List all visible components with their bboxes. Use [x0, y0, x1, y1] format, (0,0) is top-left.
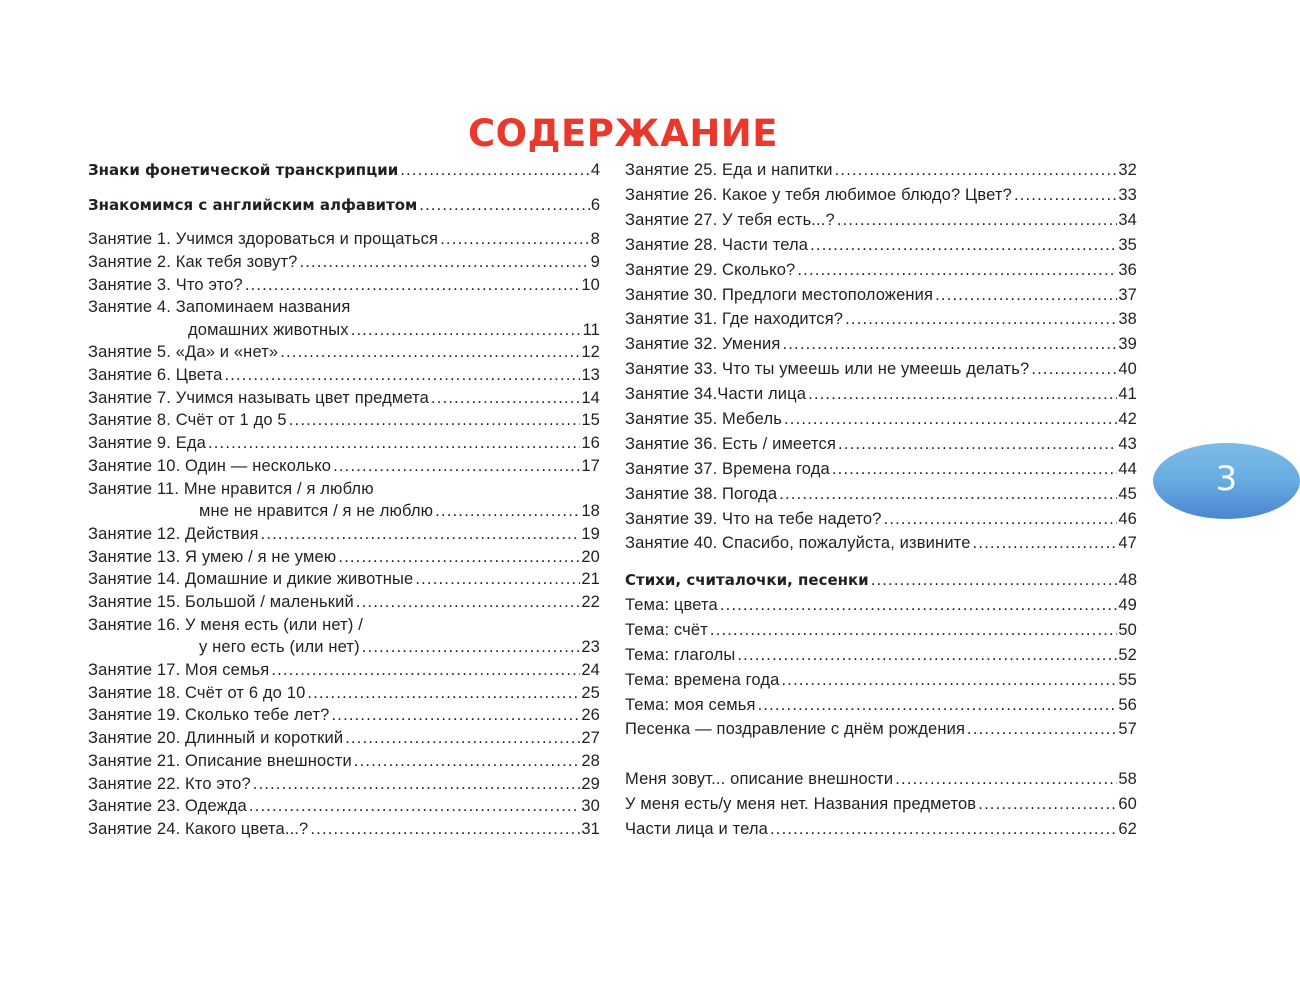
toc-entry[interactable] [625, 160, 1137, 180]
toc-entry-page: 33 [1118, 186, 1137, 204]
dot-leader [808, 384, 1117, 404]
toc-entry-page: 43 [1118, 435, 1137, 453]
toc-entry[interactable] [625, 359, 1137, 379]
toc-entry[interactable] [88, 433, 600, 453]
toc-entry-title: Песенка — поздравление с днём рождения [625, 720, 966, 738]
toc-entry-title: Знакомимся с английским алфавитом [88, 196, 418, 214]
toc-entry-page: 16 [581, 434, 600, 452]
toc-entry-page: 37 [1118, 286, 1137, 304]
toc-entry-page: 4 [590, 161, 600, 179]
toc-entry[interactable] [625, 484, 1137, 504]
toc-entry[interactable] [625, 384, 1137, 404]
toc-entry-title: Тема: моя семья [625, 696, 756, 714]
toc-entry-title: Занятие 34.Части лица [625, 385, 807, 403]
page-number: 3 [1215, 459, 1238, 499]
toc-entry-page: 10 [581, 276, 600, 294]
dot-leader [271, 660, 580, 680]
dot-leader [356, 592, 581, 612]
toc-entry-page: 21 [581, 570, 600, 588]
toc-entry[interactable] [625, 645, 1137, 665]
toc-entry-page: 11 [582, 321, 600, 339]
toc-entry[interactable] [88, 705, 600, 725]
toc-entry-page: 23 [581, 638, 600, 656]
toc-entry-title: Занятие 22. Кто это? [88, 775, 251, 793]
toc-entry-page: 55 [1118, 671, 1137, 689]
toc-entry[interactable] [88, 342, 600, 362]
toc-entry-title: Занятие 30. Предлоги местоположения [625, 286, 934, 304]
toc-entry-page: 32 [1118, 161, 1137, 179]
toc-entry-page: 46 [1118, 510, 1137, 528]
toc-entry[interactable] [625, 570, 1137, 590]
toc-entry[interactable] [199, 501, 600, 521]
dot-leader [400, 160, 590, 180]
toc-entry[interactable] [88, 388, 600, 408]
toc-entry-page: 38 [1118, 310, 1137, 328]
toc-entry[interactable] [88, 547, 600, 567]
toc-entry[interactable] [88, 615, 600, 635]
toc-entry-title: Занятие 16. У меня есть (или нет) / [88, 616, 363, 634]
dot-leader [845, 309, 1117, 329]
dot-leader [333, 456, 580, 476]
toc-entry[interactable] [88, 195, 600, 215]
toc-entry-title: Занятие 1. Учимся здороваться и прощаться [88, 230, 439, 248]
toc-entry-title: мне не нравится / я не люблю [199, 502, 434, 520]
toc-entry-page: 52 [1118, 646, 1137, 664]
toc-entry-title: Занятие 29. Сколько? [625, 261, 796, 279]
toc-entry-page: 57 [1118, 720, 1137, 738]
toc-entry-title: Занятие 23. Одежда [88, 797, 247, 815]
toc-entry-page: 44 [1118, 460, 1137, 478]
toc-entry[interactable] [625, 434, 1137, 454]
toc-entry-title: Тема: счёт [625, 621, 708, 639]
toc-entry-title: Занятие 4. Запоминаем названия [88, 298, 351, 316]
toc-entry[interactable] [199, 637, 600, 657]
toc-entry-page: 30 [581, 797, 600, 815]
toc-entry-page: 56 [1118, 696, 1137, 714]
toc-entry-title: Занятие 10. Один — несколько [88, 457, 332, 475]
toc-entry[interactable] [625, 769, 1137, 789]
toc-entry[interactable] [625, 459, 1137, 479]
toc-entry-page: 15 [581, 411, 600, 429]
toc-entry-title: Занятие 11. Мне нравится / я люблю [88, 480, 374, 498]
toc-entry-title: Занятие 37. Времена года [625, 460, 830, 478]
dot-leader [895, 769, 1117, 789]
toc-entry-title: Занятие 39. Что на тебе надето? [625, 510, 882, 528]
toc-entry[interactable] [88, 728, 600, 748]
toc-entry[interactable] [625, 309, 1137, 329]
toc-entry[interactable] [625, 620, 1137, 640]
dot-leader [1031, 359, 1117, 379]
toc-entry-title: Занятие 38. Погода [625, 485, 778, 503]
toc-entry-title: Тема: глаголы [625, 646, 736, 664]
toc-entry-page: 8 [590, 230, 600, 248]
toc-entry-title: Занятие 32. Умения [625, 335, 781, 353]
toc-entry-title: Занятие 31. Где находится? [625, 310, 844, 328]
toc-entry-title: Занятие 13. Я умею / я не умею [88, 548, 337, 566]
toc-entry-title: Меня зовут... описание внешности [625, 770, 894, 788]
dot-leader [310, 819, 580, 839]
toc-entry-title: Занятие 15. Большой / маленький [88, 593, 354, 611]
toc-entry-page: 47 [1118, 534, 1137, 552]
toc-entry-page: 58 [1118, 770, 1137, 788]
toc-entry-page: 62 [1118, 820, 1137, 838]
toc-entry-page: 29 [581, 775, 600, 793]
dot-leader [440, 229, 590, 249]
toc-entry[interactable] [625, 819, 1137, 839]
toc-entry[interactable] [88, 229, 600, 249]
toc-entry-title: Части лица и тела [625, 820, 768, 838]
toc-entry[interactable] [88, 275, 600, 295]
dot-leader [419, 195, 590, 215]
dot-leader [1014, 185, 1117, 205]
toc-entry-page: 18 [581, 502, 600, 520]
toc-entry[interactable] [88, 297, 600, 317]
toc-entry[interactable] [625, 595, 1137, 615]
dot-leader [289, 410, 581, 430]
toc-entry-title: Занятие 8. Счёт от 1 до 5 [88, 411, 287, 429]
dot-leader [935, 285, 1117, 305]
toc-entry-page: 13 [581, 366, 600, 384]
toc-entry-page: 12 [581, 343, 600, 361]
toc-entry[interactable] [625, 210, 1137, 230]
toc-entry-title: Занятие 2. Как тебя зовут? [88, 253, 298, 271]
toc-entry-title: Занятие 19. Сколько тебе лет? [88, 706, 330, 724]
toc-entry-page: 24 [581, 661, 600, 679]
toc-entry-page: 6 [590, 196, 600, 214]
dot-leader [871, 570, 1118, 590]
dot-leader [978, 794, 1117, 814]
dot-leader [307, 683, 580, 703]
toc-entry-page: 9 [590, 253, 600, 271]
toc-entry-title: Занятие 7. Учимся называть цвет предмета [88, 389, 430, 407]
toc-entry-title: Занятие 40. Спасибо, пожалуйста, извините [625, 534, 971, 552]
toc-entry[interactable] [88, 774, 600, 794]
toc-entry-title: домашних животных [188, 321, 349, 339]
toc-entry[interactable] [625, 260, 1137, 280]
dot-leader [782, 670, 1118, 690]
dot-leader [797, 260, 1117, 280]
toc-entry-page: 41 [1118, 385, 1137, 403]
dot-leader [362, 637, 581, 657]
toc-entry[interactable] [625, 670, 1137, 690]
dot-leader [245, 275, 581, 295]
toc-entry-title: у него есть (или нет) [199, 638, 360, 656]
toc-entry-page: 20 [581, 548, 600, 566]
toc-entry[interactable] [625, 409, 1137, 429]
toc-entry[interactable] [88, 456, 600, 476]
toc-entry-title: Занятие 6. Цвета [88, 366, 223, 384]
toc-entry-title: Занятие 25. Еда и напитки [625, 161, 833, 179]
toc-entry-title: Занятие 17. Моя семья [88, 661, 270, 679]
toc-entry-page: 31 [581, 820, 600, 838]
dot-leader [737, 645, 1117, 665]
toc-entry-title: Знаки фонетической транскрипции [88, 161, 399, 179]
toc-entry[interactable] [88, 479, 600, 499]
toc-entry[interactable] [88, 660, 600, 680]
dot-leader [758, 695, 1118, 715]
dot-leader [345, 728, 580, 748]
dot-leader [208, 433, 580, 453]
toc-entry[interactable] [625, 185, 1137, 205]
toc-entry[interactable] [625, 533, 1137, 553]
toc-entry-page: 45 [1118, 485, 1137, 503]
toc-entry-page: 22 [581, 593, 600, 611]
dot-leader [838, 434, 1117, 454]
toc-entry[interactable] [188, 320, 600, 340]
toc-entry-page: 35 [1118, 236, 1137, 254]
toc-entry[interactable] [88, 252, 600, 272]
dot-leader [435, 501, 580, 521]
dot-leader [884, 509, 1118, 529]
toc-entry[interactable] [88, 569, 600, 589]
toc-entry[interactable] [88, 592, 600, 612]
toc-entry[interactable] [625, 719, 1137, 739]
toc-entry-page: 25 [581, 684, 600, 702]
toc-entry-page: 19 [581, 525, 600, 543]
dot-leader [261, 524, 581, 544]
toc-entry-page: 49 [1118, 596, 1137, 614]
toc-entry-page: 39 [1118, 335, 1137, 353]
toc-entry[interactable] [88, 410, 600, 430]
toc-entry-title: Стихи, считалочки, песенки [625, 571, 869, 589]
toc-entry[interactable] [625, 285, 1137, 305]
toc-entry-page: 60 [1118, 795, 1137, 813]
dot-leader [810, 235, 1117, 255]
toc-entry-title: Занятие 14. Домашние и дикие животные [88, 570, 414, 588]
dot-leader [837, 210, 1118, 230]
toc-entry-page: 17 [581, 457, 600, 475]
toc-entry-page: 28 [581, 752, 600, 770]
toc-entry-page: 50 [1118, 621, 1137, 639]
toc-entry-title: Занятие 35. Мебель [625, 410, 782, 428]
toc-entry-title: Занятие 20. Длинный и короткий [88, 729, 344, 747]
dot-leader [779, 484, 1117, 504]
toc-entry-page: 34 [1118, 211, 1137, 229]
toc-entry-title: Занятие 5. «Да» и «нет» [88, 343, 279, 361]
toc-entry-title: Занятие 18. Счёт от 6 до 10 [88, 684, 306, 702]
toc-entry-page: 26 [581, 706, 600, 724]
toc-entry[interactable] [88, 751, 600, 771]
dot-leader [784, 409, 1117, 429]
toc-entry-title: Занятие 28. Части тела [625, 236, 809, 254]
toc-entry-page: 42 [1118, 410, 1137, 428]
toc-entry-page: 14 [581, 389, 600, 407]
dot-leader [354, 751, 580, 771]
dot-leader [832, 459, 1117, 479]
toc-entry-page: 40 [1118, 360, 1137, 378]
toc-entry[interactable] [625, 695, 1137, 715]
toc-entry-title: Занятие 3. Что это? [88, 276, 243, 294]
toc-entry[interactable] [625, 334, 1137, 354]
dot-leader [710, 620, 1117, 640]
dot-leader [249, 796, 580, 816]
toc-entry-title: Занятие 21. Описание внешности [88, 752, 352, 770]
dot-leader [782, 334, 1117, 354]
dot-leader [299, 252, 589, 272]
toc-entry-title: Занятие 9. Еда [88, 434, 206, 452]
toc-entry-page: 48 [1118, 571, 1137, 589]
toc-entry[interactable] [88, 683, 600, 703]
page-number-badge [1153, 443, 1300, 519]
toc-entry-title: Занятие 27. У тебя есть...? [625, 211, 835, 229]
dot-leader [835, 160, 1118, 180]
toc-entry-page: 27 [581, 729, 600, 747]
toc-entry-title: У меня есть/у меня нет. Названия предметов [625, 795, 977, 813]
dot-leader [280, 342, 580, 362]
toc-entry[interactable] [88, 819, 600, 839]
page-title: СОДЕРЖАНИЕ [467, 112, 779, 155]
dot-leader [770, 819, 1117, 839]
dot-leader [224, 365, 580, 385]
dot-leader [253, 774, 581, 794]
dot-leader [338, 547, 580, 567]
toc-entry[interactable] [88, 365, 600, 385]
toc-entry-title: Занятие 26. Какое у тебя любимое блюдо? Цвет? [625, 186, 1012, 204]
toc-entry-title: Тема: времена года [625, 671, 780, 689]
toc-entry[interactable] [625, 235, 1137, 255]
toc-entry-title: Тема: цвета [625, 596, 718, 614]
toc-entry-title: Занятие 33. Что ты умеешь или не умеешь делать? [625, 360, 1030, 378]
toc-entry-title: Занятие 36. Есть / имеется [625, 435, 837, 453]
toc-entry-page: 36 [1118, 261, 1137, 279]
dot-leader [351, 320, 582, 340]
toc-entry-title: Занятие 12. Действия [88, 525, 259, 543]
toc-entry[interactable] [88, 524, 600, 544]
dot-leader [332, 705, 581, 725]
toc-entry-title: Занятие 24. Какого цвета...? [88, 820, 309, 838]
toc-entry[interactable] [625, 794, 1137, 814]
toc-entry[interactable] [88, 796, 600, 816]
dot-leader [431, 388, 580, 408]
dot-leader [415, 569, 580, 589]
dot-leader [973, 533, 1118, 553]
toc-entry[interactable] [88, 160, 600, 180]
dot-leader [967, 719, 1117, 739]
toc-entry[interactable] [625, 509, 1137, 529]
dot-leader [720, 595, 1117, 615]
